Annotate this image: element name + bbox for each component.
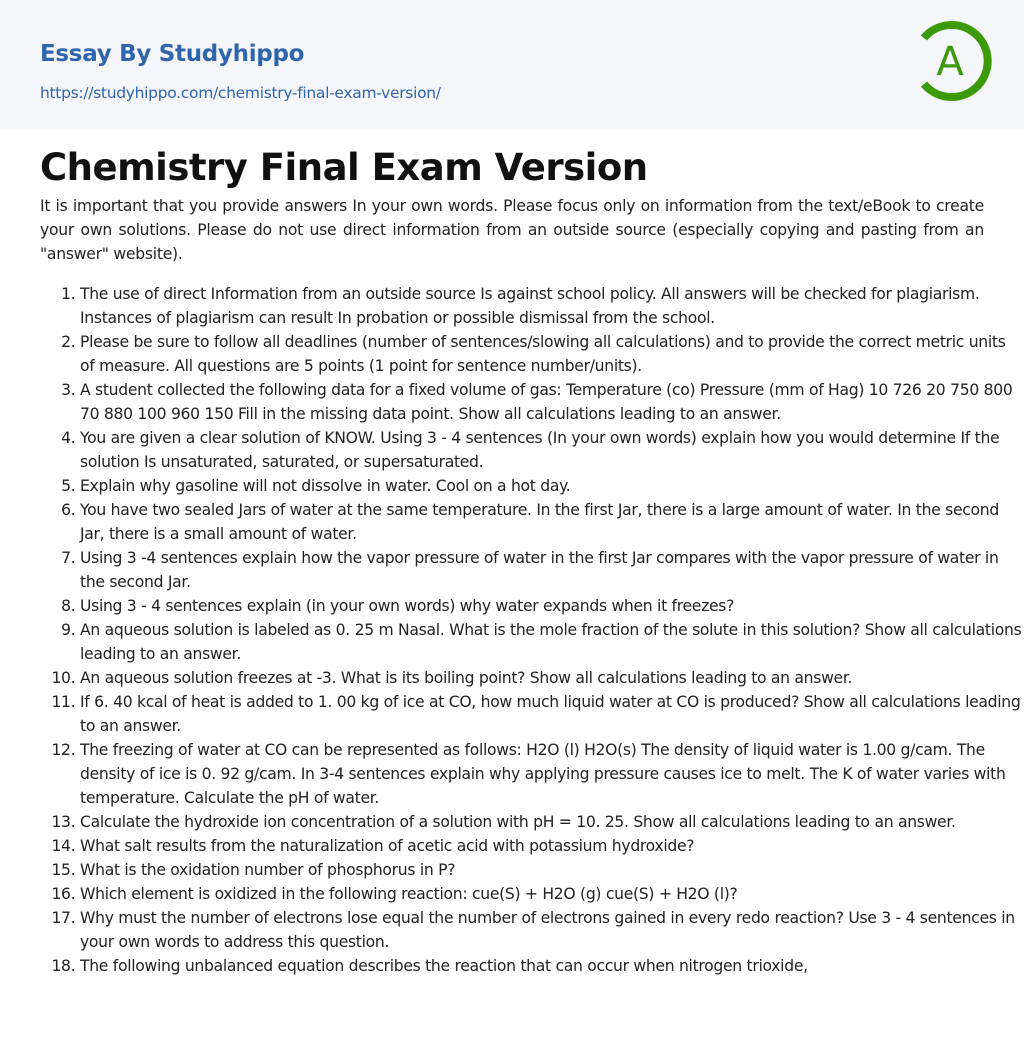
source-url-link[interactable]: https://studyhippo.com/chemistry-final-exam-version/: [40, 84, 441, 102]
list-item: 13. Calculate the hydroxide ion concentration of a solution with pH = 10. 25. Show all calculations leading to an answer.: [80, 810, 1024, 834]
list-item: 18. The following unbalanced equation describes the reaction that can occur when nitrogen trioxide,: [80, 954, 1024, 978]
list-item: 15. What is the oxidation number of phosphorus in P?: [80, 858, 1024, 882]
list-item: 16. Which element is oxidized in the following reaction: cue(S) + H2O (g) cue(S) + H2O (l)?: [80, 882, 1024, 906]
studyhippo-logo-icon: [905, 16, 995, 106]
list-item: 6. You have two sealed Jars of water at the same temperature. In the first Jar, there is a large amount of water. In the second Jar, there is a small amount of water.: [80, 498, 1024, 546]
list-item: 7. Using 3 -4 sentences explain how the vapor pressure of water in the first Jar compares with the vapor pressure of water in the second Jar.: [80, 546, 1024, 594]
list-item: 12. The freezing of water at CO can be represented as follows: H2O (l) H2O(s) The density of liquid water is 1.00 g/cam. The density of ice is 0. 92 g/cam. In 3-4 sentences explain why applying pressure causes ice to melt. The K of water varies with temperature. Calculate the pH of water.: [80, 738, 1024, 810]
question-list: [40, 282, 1024, 978]
list-item: 14. What salt results from the naturalization of acetic acid with potassium hydroxide?: [80, 834, 1024, 858]
brand-title: Essay By Studyhippo: [40, 41, 305, 67]
list-item: 9. An aqueous solution is labeled as 0. 25 m Nasal. What is the mole fraction of the solute in this solution? Show all calculations leading to an answer.: [80, 618, 1024, 666]
list-item: 5. Explain why gasoline will not dissolve in water. Cool on a hot day.: [80, 474, 1024, 498]
intro-paragraph: It is important that you provide answers In your own words. Please focus only on information from the text/eBook to create your own solutions. Please do not use direct information from an outside source (especially copying and pasting from an "answer" website).: [40, 197, 984, 263]
list-item: 1. The use of direct Information from an outside source Is against school policy. All answers will be checked for plagiarism. Instances of plagiarism can result In probation or possible dismissal from the school.: [80, 282, 1024, 330]
list-item: 8. Using 3 - 4 sentences explain (in your own words) why water expands when it freezes?: [80, 594, 1024, 618]
page-title: Chemistry Final Exam Version: [40, 146, 648, 189]
list-item: 3. A student collected the following data for a fixed volume of gas: Temperature (co) Pressure (mm of Hag) 10 726 20 750 800 70 880 100 960 150 Fill in the missing data point. Show all calculations leading to an answer.: [80, 378, 1024, 426]
list-item: 4. You are given a clear solution of KNOW. Using 3 - 4 sentences (In your own words) explain how you would determine If the solution Is unsaturated, saturated, or supersaturated.: [80, 426, 1024, 474]
list-item: 10. An aqueous solution freezes at -3. What is its boiling point? Show all calculations leading to an answer.: [80, 666, 1024, 690]
logo-letter: A: [936, 39, 964, 85]
list-item: 17. Why must the number of electrons lose equal the number of electrons gained in every redo reaction? Use 3 - 4 sentences in your own words to address this question.: [80, 906, 1024, 954]
list-item: 2. Please be sure to follow all deadlines (number of sentences/slowing all calculations) and to provide the correct metric units of measure. All questions are 5 points (1 point for sentence number/units).: [80, 330, 1024, 378]
list-item: 11. If 6. 40 kcal of heat is added to 1. 00 kg of ice at CO, how much liquid water at CO is produced? Show all calculations leading to an answer.: [80, 690, 1024, 738]
